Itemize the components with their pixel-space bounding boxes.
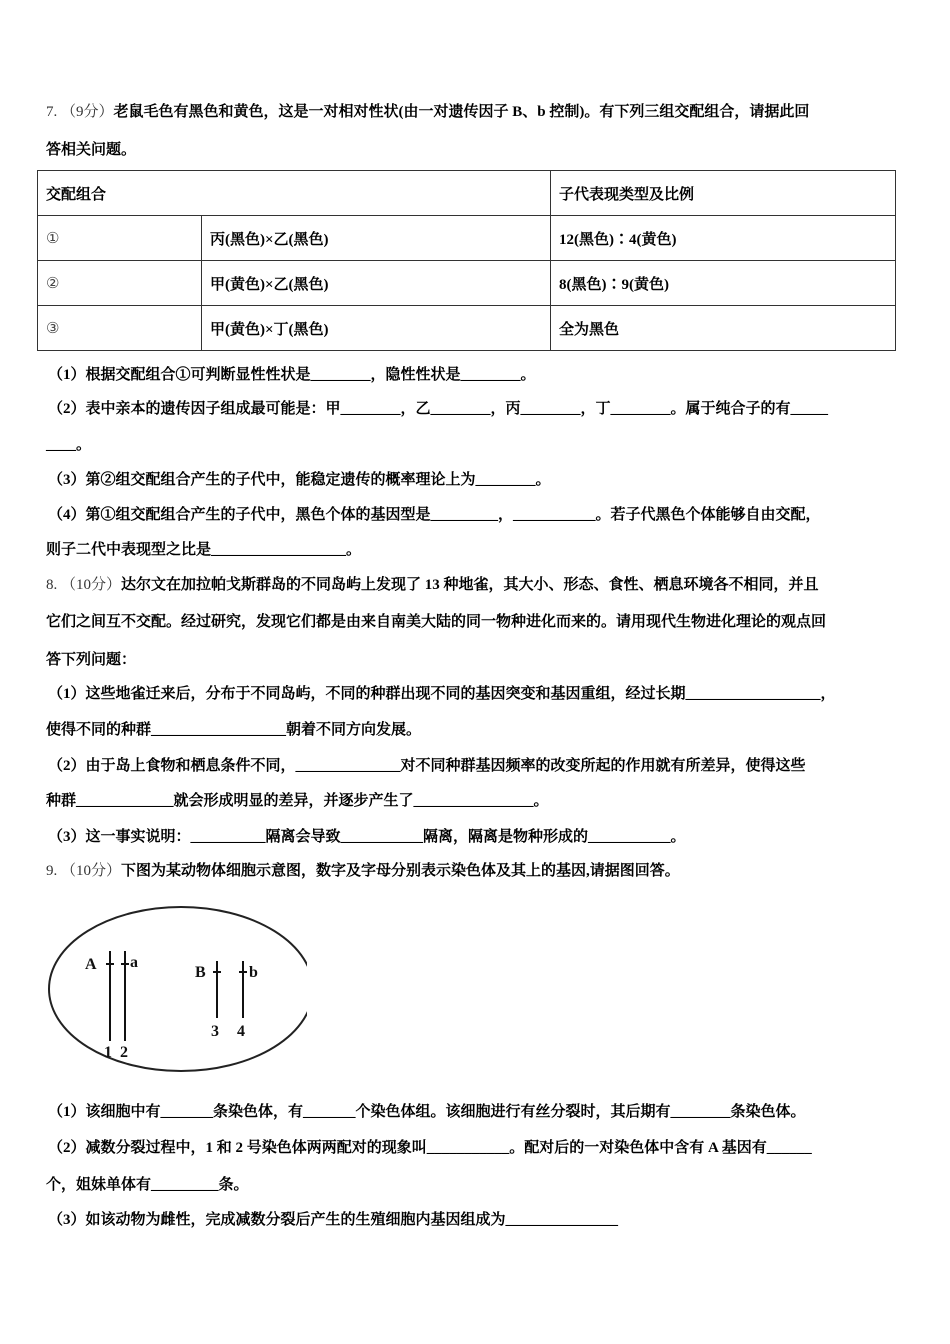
cell-diagram [45,893,307,1073]
gene-label: B [195,964,206,981]
q7-sub2b: ____。 [46,437,92,453]
row-result: 12(黑色)∶4(黄色) [551,216,896,261]
q8-text: 达尔文在加拉帕戈斯群岛的不同岛屿上发现了 13 种地雀，其大小、形态、食性、栖息环境各不相同，并且 [121,577,819,593]
chromosome-label: 3 [211,1023,219,1040]
q9-score: （10分） [61,863,122,879]
q9-sub1: （1）该细胞中有_______条染色体，有_______个染色体组。该细胞进行有丝分裂时，其后期有________条染色体。 [48,1104,806,1120]
q7-sub4b: 则子二代中表现型之比是__________________。 [46,542,362,558]
q8-number: 8. [46,577,58,593]
header-cross: 交配组合 [38,171,551,216]
q8-line3: 答下列问题： [46,652,137,668]
cross-table [37,170,896,351]
table-row [38,216,896,261]
q7-sub4a: （4）第①组交配组合产生的子代中，黑色个体的基因型是_________，___________。若子代黑色个体能够自由交配， [48,507,821,523]
q9-number: 9. [46,863,58,879]
row-cross: 甲(黄色)×乙(黑色) [202,261,551,306]
row-id: ③ [38,306,202,351]
q8-line1 [46,575,819,595]
table-row [38,306,896,351]
q7-number: 7. [46,104,58,120]
gene-label: b [249,964,258,981]
q9-sub3: （3）如该动物为雌性，完成减数分裂后产生的生殖细胞内基因组成为_______________ [48,1212,619,1228]
q9-sub2b: 个，姐妹单体有_________条。 [46,1177,249,1193]
row-cross: 甲(黄色)×丁(黑色) [202,306,551,351]
q7-line2: 答相关问题。 [46,142,137,158]
q8-line2: 它们之间互不交配。经过研究，发现它们都是由来自南美大陆的同一物种进化而来的。请用现代生物进化理论的观点回 [46,614,827,630]
q7-sub2a: （2）表中亲本的遗传因子组成最可能是：甲________，乙________，丙________，丁________。属于纯合子的有_____ [48,401,829,417]
table-header-row [38,171,896,216]
table-row [38,261,896,306]
q8-sub2a: （2）由于岛上食物和栖息条件不同，______________对不同种群基因频率的改变所起的作用就有所差异，使得这些 [48,758,806,774]
q7-sub1: （1）根据交配组合①可判断显性性状是________，隐性性状是________。 [48,367,536,383]
gene-label: a [130,954,138,971]
chromosome-label: 4 [237,1023,245,1040]
q8-sub3: （3）这一事实说明：__________隔离会导致___________隔离，隔离是物种形成的___________。 [48,829,686,845]
q8-sub1b: 使得不同的种群__________________朝着不同方向发展。 [46,722,422,738]
chromosome-label: 1 [104,1044,112,1061]
row-cross: 丙(黑色)×乙(黑色) [202,216,551,261]
gene-label: A [85,956,97,973]
row-result: 全为黑色 [551,306,896,351]
q8-score: （10分） [61,577,122,593]
row-id: ② [38,261,202,306]
q9-sub2a: （2）减数分裂过程中，1 和 2 号染色体两两配对的现象叫___________。配对后的一对染色体中含有 A 基因有______ [48,1140,812,1156]
q7-sub3: （3）第②组交配组合产生的子代中，能稳定遗传的概率理论上为________。 [48,472,551,488]
row-id: ① [38,216,202,261]
q7-score: （9分） [61,104,114,120]
q8-sub2b: 种群_____________就会形成明显的差异，并逐步产生了________________。 [46,793,549,809]
q9-text: 下图为某动物体细胞示意图，数字及字母分别表示染色体及其上的基因,请据图回答。 [121,863,680,879]
q7-text: 老鼠毛色有黑色和黄色，这是一对相对性状(由一对遗传因子 B、b 控制)。有下列三组交配组合，请据此回 [113,104,810,120]
q9-line1 [46,861,680,881]
q8-sub1a: （1）这些地雀迁来后，分布于不同岛屿，不同的种群出现不同的基因突变和基因重组，经过长期__________________， [48,686,836,702]
q7-line1 [46,102,809,122]
header-result: 子代表现类型及比例 [551,171,896,216]
chromosome-label: 2 [120,1044,128,1061]
cell-outline [49,907,307,1071]
row-result: 8(黑色)∶9(黄色) [551,261,896,306]
